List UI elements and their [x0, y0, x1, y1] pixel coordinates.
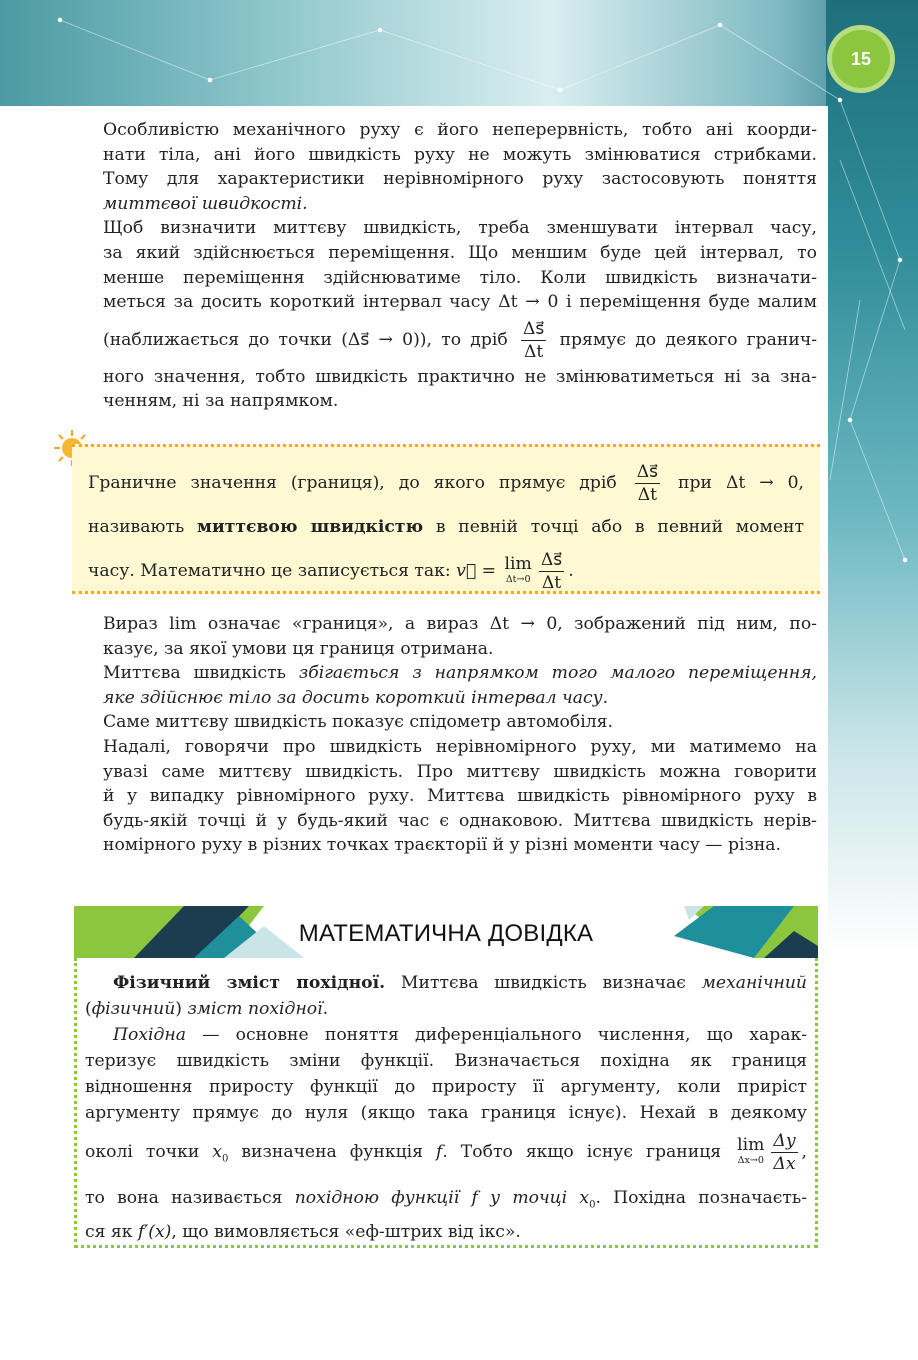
text-line: за який здійснюється переміщення. Що меншим буде цей інтервал, то — [103, 242, 817, 263]
text-line — [75, 192, 817, 217]
math-reference-header — [74, 906, 818, 958]
text-line: увазі саме миттєву швидкість. Про миттєву швидкість можна говорити — [103, 761, 817, 782]
text-line: менше переміщення здійснюватиме тіло. Коли швидкість визначати- — [103, 267, 817, 288]
text-line: казує, за якої умови ця границя отримана. — [103, 638, 494, 659]
text-line: яке здійснює тіло за досить короткий інтервал часу. — [103, 687, 609, 708]
fraction-ds-dt: $\frac{\Delta s⃗}{\Delta t}$ — [540, 550, 563, 593]
text-line: ченням, ні за напрямком. — [103, 391, 339, 412]
fraction-ds-dt: $\frac{\Delta s⃗}{\Delta t}$ — [522, 318, 545, 362]
text-line: меться за досить короткий інтервал часу Δt → 0 і переміщення буде малим — [103, 292, 817, 313]
fraction-dy-dx: $\frac{\Delta y}{\Delta x}$ — [773, 1131, 796, 1174]
text-line: Саме миттєву швидкість показує спідометр автомобіля. — [103, 712, 613, 733]
page-number-badge — [832, 30, 890, 88]
math-expr: Δt → 0 — [498, 292, 559, 313]
math-reference-box — [74, 958, 818, 1248]
intro-section — [75, 118, 817, 414]
paragraph-direction — [75, 661, 817, 710]
fraction-ds-dt: $\frac{\Delta s⃗}{\Delta t}$ — [636, 462, 659, 505]
text-line: ся як f′(x), що вимовляється «еф-штрих від ікс». — [85, 1221, 521, 1242]
text-line: Граничне значення (границя), до якого прямує дріб $\frac{\Delta s⃗}{\Delta t}$ при Δt → 0, — [88, 462, 805, 505]
text-line: Фізичний зміст похідної. Миттєва швидкість визначає механічний — [113, 973, 807, 993]
math-reference-text — [85, 970, 807, 1245]
paragraph-uniform — [75, 735, 817, 858]
math-lim: lim — [169, 614, 197, 634]
text-line: Щоб визначити миттєву швидкість, треба зменшувати інтервал часу, — [103, 218, 817, 239]
text-line: будь-якій точці й у будь-який час є однаковою. Миттєва швидкість нерів- — [103, 810, 817, 831]
term-bold: миттєвою швидкістю — [197, 517, 424, 537]
limit-expr: lim Δx→0 — [737, 1134, 765, 1166]
text-line: теризує швидкість зміни функції. Визначається похідна як границя — [85, 1051, 807, 1071]
math-expr: Δt → 0 — [489, 614, 558, 634]
velocity-symbol: v⃗ = — [456, 561, 502, 581]
text-line: то вона називається похідною функції f у точці $x_0$. Похідна позначаєть- — [85, 1188, 808, 1211]
text-line: Тому для характеристики нерівномірного руху застосовують поняття — [103, 169, 817, 190]
math-expr: f′(x) — [137, 1221, 172, 1242]
paragraph-derivative — [85, 1022, 807, 1245]
text-line: Надалі, говорячи про швидкість нерівномірного руху, ми матимемо на — [103, 736, 817, 757]
paragraph-physical-meaning — [85, 970, 807, 1022]
math-expr: Δt → 0, — [725, 473, 805, 493]
text-line: Вираз lim означає «границя», а вираз Δt → 0, зображений під ним, по- — [103, 614, 817, 634]
paragraph-lim — [75, 612, 817, 661]
definition-box — [72, 444, 820, 594]
text-line: околі точки $x_0$ визначена функція f. Тобто якщо існує границя lim Δx→0 $\frac{\Delta y}{\Delta x}$ , — [85, 1131, 808, 1174]
explanation-section — [75, 612, 817, 858]
text-line: (наближається до точки (Δs⃗ → 0)), то дріб $\frac{\Delta s⃗}{\Delta t}$ прямує до деякого гранич- — [103, 318, 817, 362]
text-line: номірного руху в різних точках траєкторії й у різні моменти часу — різна. — [103, 835, 781, 856]
text-line: й у випадку рівномірного руху. Миттєва швидкість рівномірного руху в — [103, 786, 817, 807]
paragraph-intro — [75, 118, 817, 216]
text-line: називають миттєвою швидкістю в певній точці або в певний момент — [88, 517, 804, 537]
text-line: аргументу прямує до нуля (якщо така границя існує). Нехай в деякому — [85, 1103, 807, 1123]
text-line: відношення приросту функції до приросту її аргументу, коли приріст — [85, 1077, 807, 1097]
text-line: Миттєва швидкість збігається з напрямком того малого переміщення, — [103, 663, 817, 684]
text-line: нати тіла, ані його швидкість руху не можуть змінюватися стрибками. — [103, 144, 817, 165]
text-line: Особливістю механічного руху є його неперервність, тобто ані коорди- — [103, 120, 817, 140]
text-line: часу. Математично це записується так: v⃗ = lim Δt→0 $\frac{\Delta s⃗}{\Delta t}$ . — [88, 550, 574, 593]
paragraph-definition-lead — [75, 216, 817, 414]
definition-text — [88, 459, 804, 595]
term-italic: миттєвої швидкості. — [103, 193, 308, 214]
paragraph-speedometer — [75, 710, 817, 735]
math-reference-title: МАТЕМАТИЧНА ДОВІДКА — [298, 920, 594, 947]
text-line: ного значення, тобто швидкість практично не змінюватиметься ні за зна- — [103, 366, 817, 387]
limit-expr: lim Δt→0 — [504, 553, 532, 585]
text-line: (фізичний) зміст похідної. — [85, 999, 329, 1019]
page-number: 15 — [850, 48, 872, 69]
text-line: Похідна — основне поняття диференціального числення, що харак- — [113, 1025, 807, 1045]
math-expr: (Δs⃗ → 0) — [341, 329, 420, 350]
